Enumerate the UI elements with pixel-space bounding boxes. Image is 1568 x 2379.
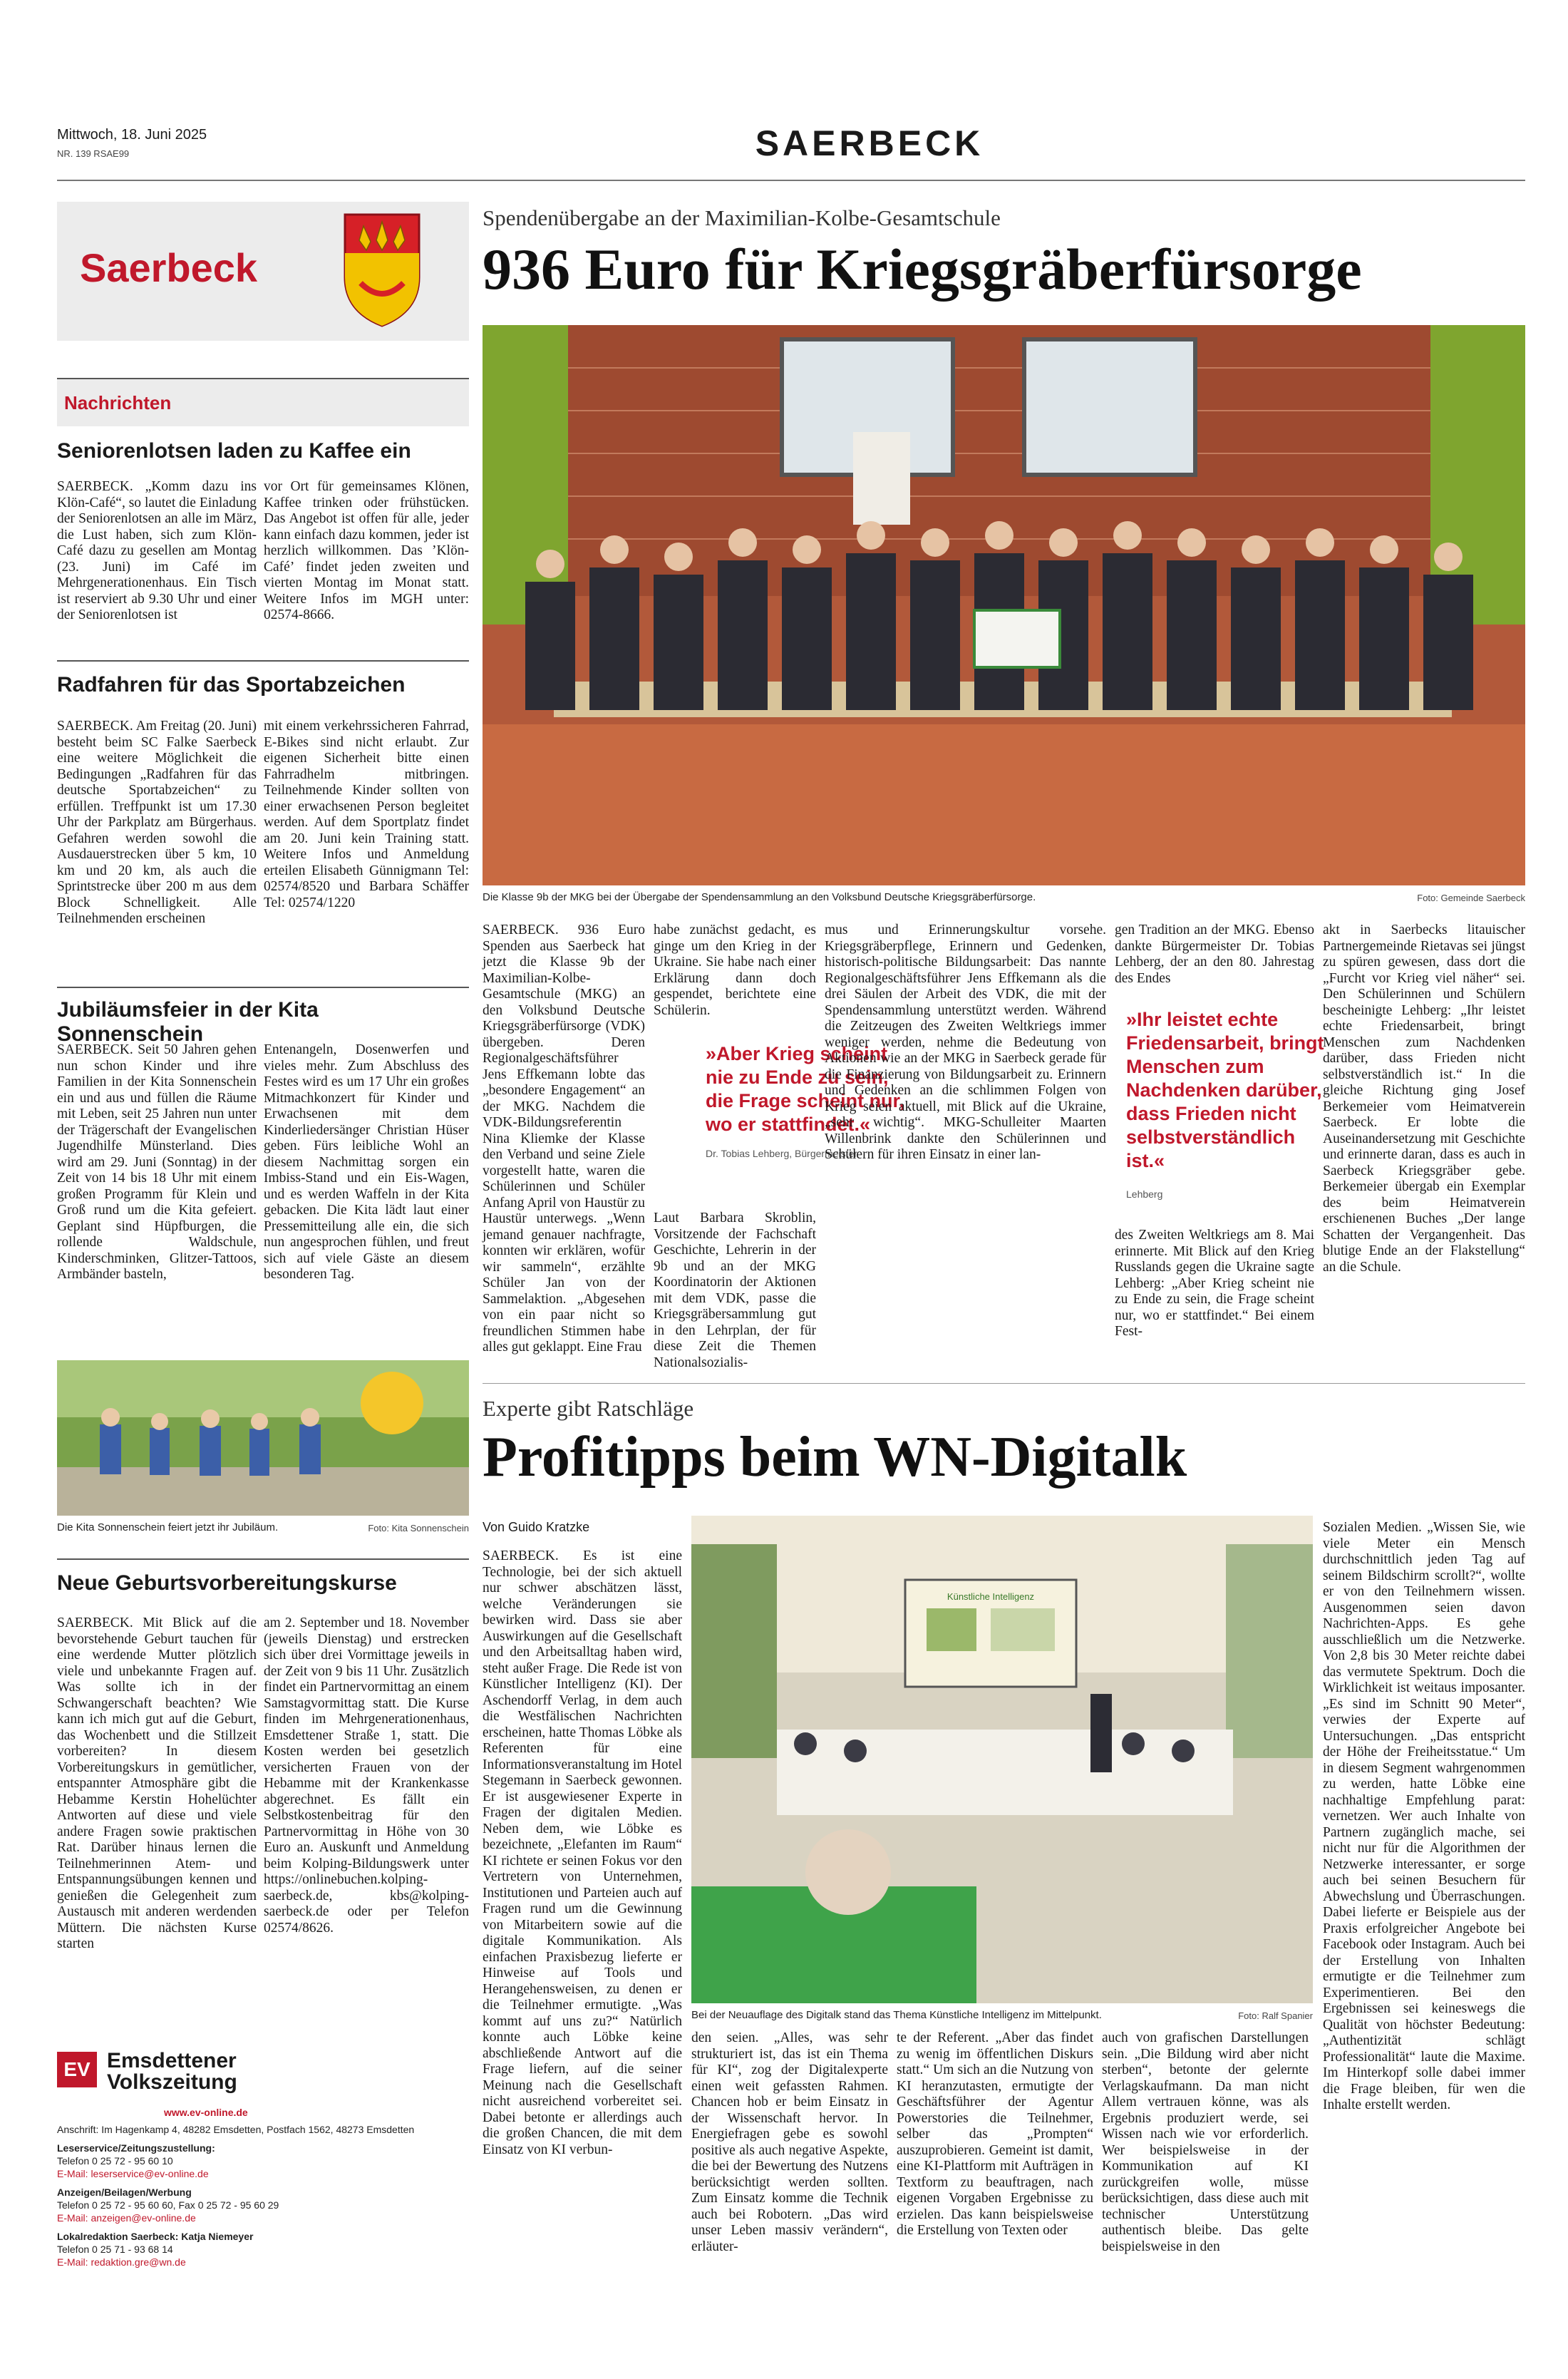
kita-photo [57, 1360, 469, 1516]
sidebar-article-title: Jubiläumsfeier in der Kita Sonnenschein [57, 998, 319, 1046]
sidebar-article-text: vor Ort für gemeinsames Klönen, Kaffee trinken oder frühstücken. Das Angebot ist offen für alle, jeder kann einfach dazu kommen, jeder ist herzlich willkommen. Das ’Klön-Café’ findet jeden zweiten und vierten Montag im Monat statt. Weitere Infos im MGH unter: 02574-8666. [264, 479, 469, 622]
imprint-heading: Leserservice/Zeitungszustellung: [57, 2142, 215, 2154]
second-headline: Profitipps beim WN-Digitalk [483, 1426, 1187, 1489]
second-photo [691, 1516, 1313, 2003]
lead-article-text: SAERBECK. 936 Euro Spenden aus Saerbeck hat jetzt die Klasse 9b der Maximilian-Kolbe-Gesamtschule (MKG) an den Volksbund Deutsche Kriegsgräberfürsorge (VDK) übergeben. Deren Regionalgeschäftsführer Jens Effkemann lobte das „besondere Engagement“ an der MKG. Nachdem die VDK-Bildungsreferentin Nina Kliemke der Klasse den Verband und seine Ziele vorgestellt hatte, waren die Schülerinnen und Schüler Anfang April von Haustür zu Haustür unterwegs. „Wenn jemand genauer nachfragte, konnten wir erklären, wofür wir sammeln“, erzählte Schüler Jan von der Sammelaktion. „Abgesehen von ein paar nicht so freundlichen Stimmen habe alles gut geklappt. Eine Frau [483, 923, 645, 1355]
sidebar-article-text: SAERBECK. Am Freitag (20. Juni) besteht beim SC Falke Saerbeck eine weitere Möglichkeit die Bedingungen „Radfahren für das deutsche Sportabzeichen“ zu erfüllen. Treffpunkt ist um 17.30 Uhr der Parkplatz am Bürgerhaus. Gefahren werden sowohl die Ausdauerstrecken über 5 km, 10 km und 20 km, als auch die Sprintstrecke über 200 m aus dem Block Schnelligkeit. Alle Teilnehmenden erscheinen [57, 719, 257, 926]
lead-photo-caption: Die Klasse 9b der MKG bei der Übergabe der Spendensammlung an den Volksbund Deutsche Kriegsgräberfürsorge. [483, 891, 1036, 903]
pull-quote [1126, 1008, 1326, 1200]
website-link[interactable]: www.ev-online.de [164, 2107, 248, 2118]
byline: Von Guido Kratzke [483, 1520, 590, 1534]
news-label: Nachrichten [64, 392, 172, 413]
second-kicker: Experte gibt Ratschläge [483, 1396, 694, 1421]
pull-quote-source: Dr. Tobias Lehberg, Bürgermeister [706, 1148, 857, 1159]
sidebar-article-text: mit einem verkehrssicheren Fahrrad, E-Bikes sind nicht erlaubt. Zur eigenen Sicherheit bitte einen Fahrradhelm mitbringen. Teilnehmende Kinder sollten von einer erwachsenen Person begleitet werden. Auf dem Sportplatz findet am 20. Juni kein Training statt. Weitere Infos und Anmeldung erteilen Elisabeth Günnigmann Tel: 02574/8520 und Barbara Schäffer Tel: 02574/1220 [264, 719, 469, 910]
sidebar-article-title: Seniorenlotsen laden zu Kaffee ein [57, 439, 411, 463]
lead-kicker: Spendenübergabe an der Maximilian-Kolbe-Gesamtschule [483, 205, 1001, 230]
kita-photo-image [57, 1360, 469, 1516]
divider [483, 1383, 1525, 1384]
lead-photo [483, 325, 1525, 885]
paper-name [107, 2050, 237, 2093]
lead-article-text: mus und Erinnerungskultur vorsehe. Kriegsgräberpflege, Erinnern und Gedenken, historisch-politische Bildungsarbeit: Das nannte Regionalgeschäftsführer Jens Effkemann als die drei Säulen der Arbeit des VDK, die mit der Spendensammlung unterstützt werden. Während die Zeitzeugen des Zweiten Weltkriegs immer weniger werden, nehme die Bedeutung von Aktionen wie an der MKG in Saerbeck gerade für die Finanzierung von Bildungsarbeit zu. Erinnern und Gedenken an die schlimmen Folgen von Krieg seien aktuell, mit Blick auf die Ukraine, „sehr wichtig“. MKG-Schulleiter Maarten Willenbrink dankte den Schülerinnen und Schülern für ihren Einsatz in einer lan- [825, 923, 1106, 1162]
sidebar-article-title: Neue Geburtsvorbereitungskurse [57, 1571, 397, 1595]
imprint-email[interactable]: E-Mail: redaktion.gre@wn.de [57, 2256, 186, 2268]
imprint-email[interactable]: E-Mail: leserservice@ev-online.de [57, 2168, 209, 2179]
lead-article-text: akt in Saerbecks litauischer Partnergemeinde Rietavas sei jüngst zu spüren gewesen, dass dort die „Furcht vor Krieg viel näher“ sei. Den Schülerinnen und Schülern bescheinigte Lehberg: „Ihr leistet echte Friedensarbeit, bringt Menschen zum Nachdenken darüber, dass Frieden nicht selbstverständlich ist.“ In die gleiche Richtung ging Josef Berkemeier vom Heimatverein Saerbeck. Er lobte die Auseinandersetzung mit Geschichte und erinnerte daran, dass es auch in Saerbeck Kriegsgräber gebe. Berkemeier übergab ein Exemplar des beim Heimatverein erschienenen Buches „Der lange Schatten der Vergangenheit. Das blutige Ende an der Flakstellung“ an die Schule. [1323, 923, 1525, 1275]
lead-article-text: Laut Barbara Skroblin, Vorsitzende der Fachschaft Geschichte, Lehrerin in der 9b und an der MKG Koordinatorin der Aktionen mit dem VDK, passe die Kriegsgräbersammlung gut in den Lehrplan, der für diese Zeit die Themen Nationalsozialis- [654, 1211, 816, 1370]
imprint-heading: Lokalredaktion Saerbeck: Katja Niemeyer [57, 2231, 254, 2242]
section-title: SAERBECK [755, 123, 984, 163]
paper-logo: EV [57, 2052, 97, 2087]
second-photo-caption: Bei der Neuauflage des Digitalk stand das Thema Künstliche Intelligenz im Mittelpunkt. [691, 2009, 1102, 2021]
imprint-email[interactable]: E-Mail: anzeigen@ev-online.de [57, 2212, 196, 2224]
imprint-phone: Telefon 0 25 72 - 95 60 10 [57, 2155, 173, 2167]
pull-quote-text: »Ihr leistet echte Friedensarbeit, bringt Menschen zum Nachdenken darüber, dass Frieden nicht selbstverständlich ist.« [1126, 1009, 1324, 1171]
town-box [57, 202, 469, 341]
second-article-text: den seien. „Alles, was sehr strukturiert ist, das ist ein Thema für KI“, zog der Digitalexperte einen weit gefassten Rahmen. Chancen hob er beim Einsatz in der Wissenschaft hervor. In Energiefragen gebe es sowohl positive als auch negative Aspekte, die bei der Bewertung des Nutzens berücksichtigt werden sollten. Zum Einsatz komme die Technik auch bei Robotern. „Das wird unser Leben massiv verändern“, erläuter- [691, 2030, 888, 2254]
second-photo-image [691, 1516, 1313, 2003]
issue-number: NR. 139 RSAE99 [57, 148, 130, 159]
sidebar-article-text: SAERBECK. „Komm dazu ins Klön-Café“, so lautet die Einladung der Seniorenlotsen an alle im März, die Lust haben, sich zum Klön-Café dazu zu gesellen am Montag (23. Juni) im Café im Mehrgenerationenhaus. Ein Tisch ist reserviert ab 9.30 Uhr und einer der Seniorenlotsen ist [57, 479, 257, 622]
imprint-details [57, 2123, 469, 2268]
town-crest-icon [342, 212, 422, 329]
paper-name-line: Volkszeitung [107, 2070, 237, 2094]
second-article-text: SAERBECK. Es ist eine Technologie, bei der sich aktuell nur schwer abschätzen lässt, welche Veränderungen sie bewirken wird. Dass sie aber Auswirkungen auf die Gesellschaft und den Arbeitsalltag haben wird, steht außer Frage. Die Rede ist von Künstlicher Intelligenz (KI). Der Aschendorff Verlag, in dem auch die Westfälischen Nachrichten erscheinen, hatte Thomas Löbke als Referenten für eine Informationsveranstaltung im Hotel Stegemann in Saerbeck gewonnen. Er ist ausgewiesener Experte in Fragen der digitalen Medien. Neben dem, wie Löbke es bezeichnete, „Elefanten im Raum“ KI richtete er seinen Fokus vor den Vertretern von Unternehmen, Institutionen und Parteien auch auf Fragen rund um die Gewinnung von Mitarbeitern sowie auf die digitale Kommunikation. Als einfachen Praxisbezug lieferte er Hinweise auf Tools und Herangehensweisen, zu denen er die Teilnehmer ermutigte. „Was kommt auf uns zu?“ Natürlich konnte auch Löbke keine abschließende Antwort auf die Frage liefern, auf die seiner Meinung nach die Gesellschaft nicht ausreichend vorbereitet sei. Dabei betonte er allerdings auch die großen Chancen, die mit dem Einsatz von KI verbun- [483, 1548, 682, 2157]
lead-headline: 936 Euro für Kriegsgräberfürsorge [483, 237, 1362, 302]
kita-photo-caption: Die Kita Sonnenschein feiert jetzt ihr Jubiläum. [57, 1521, 279, 1533]
kita-photo-credit: Foto: Kita Sonnenschein [368, 1523, 469, 1533]
slide-title: Künstliche Intelligenz [947, 1591, 1035, 1602]
pull-quote-text: »Aber Krieg scheint nie zu Ende zu sein, die Frage scheint nur, wo er stattfindet.« [706, 1043, 905, 1135]
lead-article-text: des Zweiten Weltkriegs am 8. Mai erinnerte. Mit Blick auf den Krieg Russlands gegen die Ukraine sagte Lehberg: „Aber Krieg scheint nie zu Ende zu sein, die Frage scheint nur, wo er stattfindet.“ Bei einem Fest- [1115, 1228, 1314, 1339]
imprint [57, 2049, 469, 2344]
sidebar-article-text: SAERBECK. Mit Blick auf die bevorstehende Geburt tauchen für eine werdende Mutter plötzlich viele und unbekannte Fragen auf. Was sollte ich in der Schwangerschaft beachten? Wie kann ich mich gut auf die Geburt, das Wochenbett und die Stillzeit vorbereiten? In diesem Vorbereitungskurs in gemütlicher, entspannter Atmosphäre gibt die Hebamme Kerstin Hohelüchter Antworten auf diese und viele andere Fragen sowie praktischen Rat. Darüber hinaus lernen die Teilnehmerinnen Atem- und Entspannungsübungen kennen und genießen die Gelegenheit zum Austausch mit anderen werdenden Müttern. Die nächsten Kurse starten [57, 1615, 257, 1951]
sidebar-article-text: am 2. September und 18. November (jeweils Dienstag) und erstrecken sich über drei Vormittage jeweils in der Zeit von 9 bis 11 Uhr. Zusätzlich findet ein Partnervormittag an einem Samstagvormittag statt. Die Kurse finden im Mehrgenerationenhaus, Emsdettener Straße 1, statt. Die Kosten werden bei gesetzlich versicherten Frauen von der Hebamme mit der Krankenkasse abgerechnet. Es fällt ein Selbstkostenbeitrag für den Partnervormittag in Höhe von 30 Euro an. Auskunft und Anmeldung beim Kolping-Bildungswerk unter https://onlinebuchen.kolping-saerbeck.de, kbs@kolping-saerbeck.de oder per Telefon 02574/8626. [264, 1615, 469, 1936]
lead-photo-image [483, 325, 1525, 885]
divider [57, 660, 469, 662]
issue-date: Mittwoch, 18. Juni 2025 [57, 127, 207, 143]
imprint-heading: Anzeigen/Beilagen/Werbung [57, 2187, 192, 2198]
masthead-rule [57, 180, 1525, 181]
second-photo-credit: Foto: Ralf Spanier [1238, 2010, 1313, 2021]
sidebar-article-text: SAERBECK. Seit 50 Jahren gehen nun schon Kinder und ihre Familien in der Kita Sonnenschein ein und aus und füllen die Räume mit Leben, seit 25 Jahren nun unter der Trägerschaft der Evangelischen Jugendhilfe Münsterland. Dies wird am 29. Juni (Sonntag) in der Zeit von 14 bis 18 Uhr mit einem großen Programm für Klein und Groß rund um die Kita gefeiert. Geplant sind Hüpfburgen, die rollende Waldschule, Kinderschminken, Glitzer-Tattoos, Armbänder basteln, [57, 1042, 257, 1282]
paper-name-line: Emsdettener [107, 2049, 237, 2072]
imprint-address: Anschrift: Im Hagenkamp 4, 48282 Emsdetten, Postfach 1562, 48273 Emsdetten [57, 2124, 415, 2135]
lead-article-text: gen Tradition an der MKG. Ebenso dankte Bürgermeister Dr. Tobias Lehberg, der an den 80. Jahrestag des Endes [1115, 923, 1314, 986]
second-article-text: auch von grafischen Darstellungen sein. „Die Bildung wird aber nicht sterben“, betonte der gelernte Verlagskaufmann. Da man nicht Allem vertrauen könne, was als Ergebnis produziert werde, sei Wissen nach wie vor erforderlich. Wer beispielsweise in der Kommunikation auf KI zurückgreifen wolle, müsse berücksichtigen, dass diese auch mit technischer Unterstützung authentisch bleibe. Das gelte beispielsweise in den [1102, 2030, 1309, 2254]
sidebar-article-text: Entenangeln, Dosenwerfen und vieles mehr. Zum Abschluss des Festes wird es um 17 Uhr ein großes Mitmachkonzert für Kinder und Erwachsenen mit dem Kinderliedersänger Christian Hüser geben. Fürs leibliche Wohl an diesem Nachmittag sorgen ein Imbiss-Stand und ein Eis-Wagen, und es werden Waffeln in der Kita gebacken. Die Kita lädt laut einer Pressemitteilung alle ein, die sich nun angesprochen fühlen, und freut sich auf viele Gäste an diesem besonderen Tag. [264, 1042, 469, 1282]
lead-article-text: habe zunächst gedacht, es ginge um den Krieg in der Ukraine. Sie habe nach einer Erklärung dann doch gespendet, berichtete eine Schülerin. [654, 923, 816, 1018]
town-name: Saerbeck [80, 245, 258, 290]
pull-quote-source: Lehberg [1126, 1188, 1163, 1200]
imprint-phone: Telefon 0 25 72 - 95 60 60, Fax 0 25 72 - 95 60 29 [57, 2199, 279, 2211]
imprint-phone: Telefon 0 25 71 - 93 68 14 [57, 2244, 173, 2255]
second-article-text: Sozialen Medien. „Wissen Sie, wie viele Meter ein Mensch durchschnittlich jeden Tag auf seinem Bildschirm scrollt?“, wollte er von den Teilnehmern wissen. Ausgenommen seien davon Nachrichten-Apps. Es gehe ausschließlich um die Netzwerke. Von 2,8 bis 30 Meter reichte dabei das vermutete Spektrum. Doch die Wirklichkeit ist weitaus imposanter. „Es sind im Schnitt 90 Meter“, verwies der Experte auf Untersuchungen. „Das entspricht der Höhe der Freiheitsstatue.“ Um in diesem Segment wahrgenommen zu werden, hatte Löbke eine nachhaltige Empfehlung parat: vernetzen. Wer auch Inhalte von Partnern zugänglich mache, sei nicht nur für die Algorithmen der Netzwerke interessanter, er sorge auch bei seinen Besuchern für Abwechslung und Überraschungen. Dabei lieferte er Beispiele aus der Praxis erfolgreicher Angebote bei Facebook oder Instagram. Auch bei der Erstellung von Inhalten ermutigte er die Teilnehmer zum Experimentieren. Bei den Ergebnissen sei keineswegs die Qualität von höchster Bedeutung: „Authentizität schlägt Professionalität“ laute die Maxime. Im Hinterkopf solle dabei immer die Frage bleiben, für wen die Inhalte erstellt werden. [1323, 1520, 1525, 2112]
sidebar-article-title: Radfahren für das Sportabzeichen [57, 673, 406, 697]
second-article-text: te der Referent. „Aber das findet zu wenig im öffentlichen Diskurs statt.“ Um sich an die Nutzung von KI heranzutasten, ermutigte der Geschäftsführer der Agentur Powerstories die Teilnehmer, selber das „Prompten“ auszuprobieren. Gemeint ist damit, eine KI-Plattform mit Aufträgen in Textform zu beauftragen, nach eigenen Vorgaben Ergebnisse zu erzielen. Das kann beispielsweise die Erstellung von Texten oder [897, 2030, 1093, 2238]
divider [57, 1558, 469, 1560]
news-label-box [57, 378, 469, 426]
divider [57, 987, 469, 988]
lead-photo-credit: Foto: Gemeinde Saerbeck [1417, 893, 1525, 903]
